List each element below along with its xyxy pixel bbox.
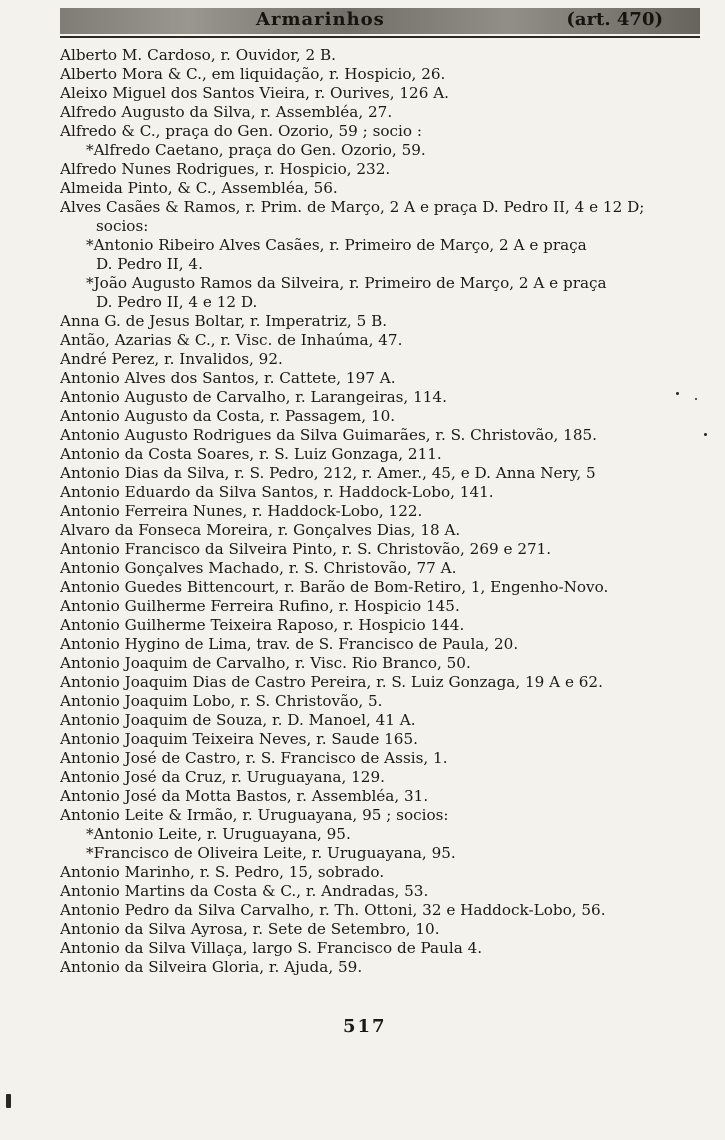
ink-speck — [676, 392, 679, 395]
directory-entry: Antonio Augusto de Carvalho, r. Larangeiras, 114. — [60, 388, 447, 406]
directory-entry: Antonio José de Castro, r. S. Francisco de Assis, 1. — [60, 749, 448, 767]
directory-entry: Antão, Azarias & C., r. Visc. de Inhaúma, 47. — [60, 331, 403, 349]
ink-speck — [704, 433, 707, 436]
directory-entry: Antonio Joaquim de Carvalho, r. Visc. Rio Branco, 50. — [60, 654, 471, 672]
directory-entry: Antonio da Silva Ayrosa, r. Sete de Setembro, 10. — [60, 920, 440, 938]
directory-entry: Antonio Guedes Bittencourt, r. Barão de Bom-Retiro, 1, Engenho-Novo. — [60, 578, 609, 596]
directory-entry: Antonio Eduardo da Silva Santos, r. Haddock-Lobo, 141. — [60, 483, 494, 501]
directory-entry: Antonio Joaquim Teixeira Neves, r. Saude 165. — [60, 730, 418, 748]
directory-entry: Antonio José da Motta Bastos, r. Assembléa, 31. — [60, 787, 429, 805]
directory-entry: Alvaro da Fonseca Moreira, r. Gonçalves Dias, 18 A. — [60, 521, 461, 539]
directory-entry: Antonio Augusto da Costa, r. Passagem, 10. — [60, 407, 396, 425]
directory-entry: Alfredo & C., praça do Gen. Ozorio, 59 ; socio : — [60, 122, 422, 140]
directory-entry: Antonio Dias da Silva, r. S. Pedro, 212, r. Amer., 45, e D. Anna Nery, 5 — [60, 464, 596, 482]
directory-entry: Antonio Ferreira Nunes, r. Haddock-Lobo, 122. — [60, 502, 423, 520]
directory-entry: Alfredo Nunes Rodrigues, r. Hospicio, 232. — [60, 160, 391, 178]
directory-entry: Antonio Joaquim Lobo, r. S. Christovão, 5. — [60, 692, 383, 710]
directory-subentry: *João Augusto Ramos da Silveira, r. Primeiro de Março, 2 A e praça — [86, 274, 607, 292]
directory-subentry: D. Pedro II, 4. — [96, 255, 203, 273]
directory-entry: Antonio Martins da Costa & C., r. Andradas, 53. — [60, 882, 429, 900]
directory-entry: Antonio Joaquim de Souza, r. D. Manoel, 41 A. — [60, 711, 416, 729]
directory-subentry: *Francisco de Oliveira Leite, r. Uruguayana, 95. — [86, 844, 456, 862]
article-reference: (art. 470) — [566, 9, 663, 30]
directory-subentry: D. Pedro II, 4 e 12 D. — [96, 293, 258, 311]
directory-entry: Antonio Joaquim Dias de Castro Pereira, r. S. Luiz Gonzaga, 19 A e 62. — [60, 673, 603, 691]
directory-entry: Antonio Pedro da Silva Carvalho, r. Th. Ottoni, 32 e Haddock-Lobo, 56. — [60, 901, 606, 919]
directory-entry: Anna G. de Jesus Boltar, r. Imperatriz, 5 B. — [60, 312, 388, 330]
directory-entry: Antonio Gonçalves Machado, r. S. Christovão, 77 A. — [60, 559, 457, 577]
ink-speck — [6, 1094, 11, 1108]
ink-speck — [695, 398, 697, 400]
directory-subentry: *Alfredo Caetano, praça do Gen. Ozorio, 59. — [86, 141, 426, 159]
directory-entry: Antonio Guilherme Ferreira Rufino, r. Hospicio 145. — [60, 597, 460, 615]
directory-entry: Alves Casães & Ramos, r. Prim. de Março, 2 A e praça D. Pedro II, 4 e 12 D; — [60, 198, 645, 216]
directory-entry: André Perez, r. Invalidos, 92. — [60, 350, 283, 368]
directory-entry: Antonio Augusto Rodrigues da Silva Guimarães, r. S. Christovão, 185. — [60, 426, 597, 444]
directory-entry: Antonio da Silva Villaça, largo S. Francisco de Paula 4. — [60, 939, 483, 957]
directory-entry: Antonio da Silveira Gloria, r. Ajuda, 59. — [60, 958, 363, 976]
directory-entry: Alberto M. Cardoso, r. Ouvidor, 2 B. — [60, 46, 336, 64]
page-number: 517 — [343, 1016, 387, 1037]
directory-subentry: *Antonio Leite, r. Uruguayana, 95. — [86, 825, 351, 843]
directory-subentry: socios: — [96, 217, 149, 235]
directory-entry: Almeida Pinto, & C., Assembléa, 56. — [60, 179, 338, 197]
directory-entry: Alfredo Augusto da Silva, r. Assembléa, 27. — [60, 103, 393, 121]
directory-entry: Antonio Leite & Irmão, r. Uruguayana, 95 ; socios: — [60, 806, 449, 824]
directory-entry: Antonio Francisco da Silveira Pinto, r. S. Christovão, 269 e 271. — [60, 540, 552, 558]
directory-entry: Aleixo Miguel dos Santos Vieira, r. Ourives, 126 A. — [60, 84, 449, 102]
header-rule — [60, 36, 700, 38]
directory-entry: Antonio Alves dos Santos, r. Cattete, 197 A. — [60, 369, 396, 387]
directory-subentry: *Antonio Ribeiro Alves Casães, r. Primeiro de Março, 2 A e praça — [86, 236, 587, 254]
directory-list — [60, 46, 700, 977]
directory-entry: Antonio Guilherme Teixeira Raposo, r. Hospicio 144. — [60, 616, 465, 634]
directory-entry: Antonio Hygino de Lima, trav. de S. Francisco de Paula, 20. — [60, 635, 519, 653]
directory-entry: Antonio José da Cruz, r. Uruguayana, 129. — [60, 768, 385, 786]
directory-entry: Antonio da Costa Soares, r. S. Luiz Gonzaga, 211. — [60, 445, 442, 463]
directory-entry: Alberto Mora & C., em liquidação, r. Hospicio, 26. — [60, 65, 446, 83]
directory-entry: Antonio Marinho, r. S. Pedro, 15, sobrado. — [60, 863, 385, 881]
section-title: Armarinhos — [256, 9, 385, 30]
